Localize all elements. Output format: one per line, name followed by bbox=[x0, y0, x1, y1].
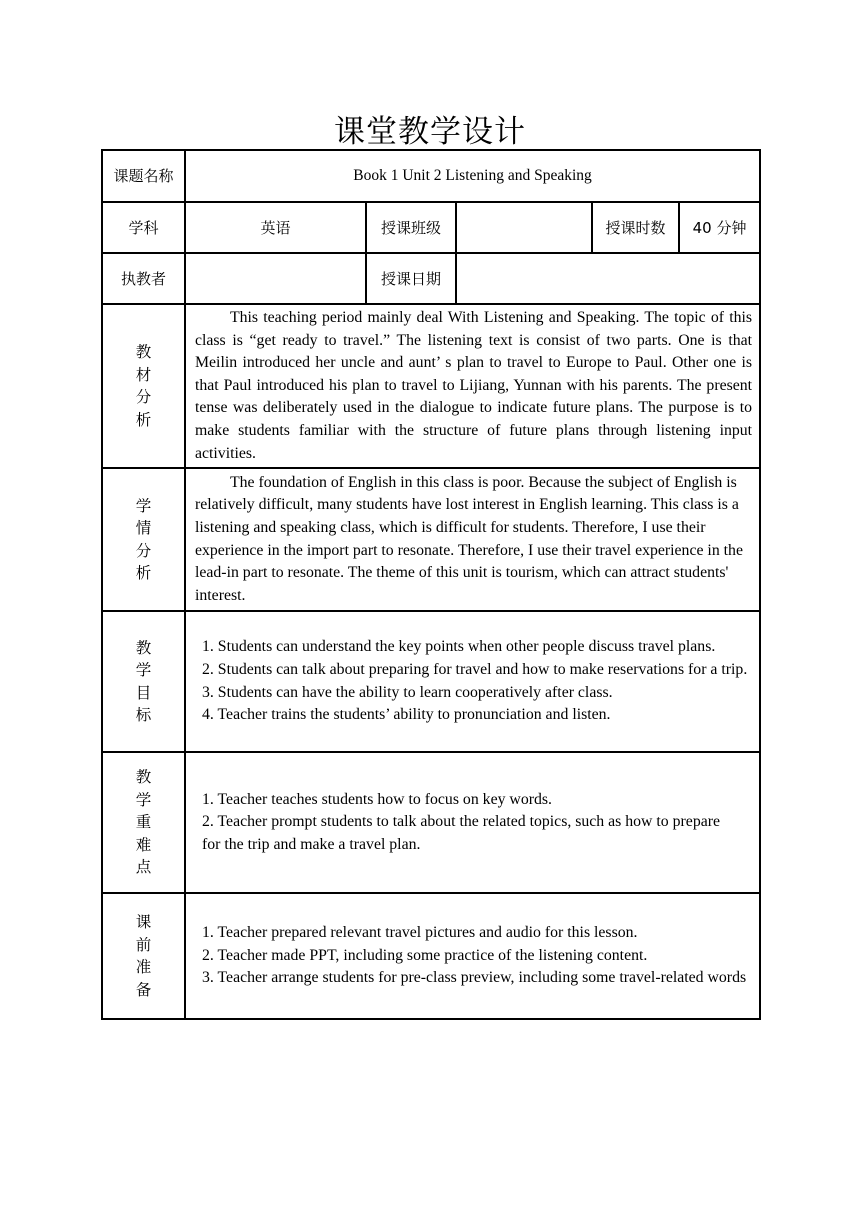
objectives-cell bbox=[185, 611, 760, 752]
lesson-plan-table bbox=[101, 149, 761, 1020]
subject-row bbox=[102, 202, 760, 253]
student-analysis-row bbox=[102, 468, 760, 611]
hours-value: 40 分钟 bbox=[679, 202, 760, 253]
subject-value: 英语 bbox=[185, 202, 366, 253]
teacher-value bbox=[185, 253, 366, 304]
key-points-label: 教 学 重 难 点 bbox=[102, 752, 185, 893]
objectives-list bbox=[186, 636, 759, 726]
list-item: 1. Teacher teaches students how to focus on key words. bbox=[202, 790, 552, 808]
student-analysis-cell bbox=[185, 468, 760, 611]
list-item: 3. Students can have the ability to learn cooperatively after class. bbox=[202, 683, 613, 701]
material-analysis-text: This teaching period mainly deal With Listening and Speaking. The topic of this class is “get ready to travel.” The listening text is consist of two parts. One is that Meilin introduced her uncle and aunt’ s plan to travel to Europe to Paul. Other one is that Paul introduced his plan to travel to Lijiang, Yunnan with his parents. The present tense was deliberately used in the dialogue to indicate future plans. The purpose is to make students familiar with the structure of future plans through listening input activities. bbox=[195, 309, 753, 462]
date-value bbox=[456, 253, 760, 304]
hours-label: 授课时数 bbox=[592, 202, 679, 253]
teacher-row bbox=[102, 253, 760, 304]
teacher-label: 执教者 bbox=[102, 253, 185, 304]
preparation-cell bbox=[185, 893, 760, 1019]
key-points-cell bbox=[185, 752, 760, 893]
objectives-row bbox=[102, 611, 760, 752]
list-item: 1. Teacher prepared relevant travel pictures and audio for this lesson. bbox=[202, 924, 638, 942]
topic-row bbox=[102, 150, 760, 202]
student-analysis-label: 学 情 分 析 bbox=[102, 468, 185, 611]
list-item: 2. Teacher made PPT, including some practice of the listening content. bbox=[202, 946, 648, 964]
list-item: 4. Teacher trains the students’ ability to pronunciation and listen. bbox=[202, 706, 611, 724]
list-item: 2. Students can talk about preparing for travel and how to make reservations for a trip. bbox=[202, 661, 748, 679]
page-title: 课堂教学设计 bbox=[334, 114, 526, 150]
material-analysis-cell bbox=[185, 304, 760, 468]
topic-label: 课题名称 bbox=[102, 150, 185, 202]
key-points-list bbox=[186, 789, 759, 857]
list-item: 2. Teacher prompt students to talk about the related topics, such as how to prepare for the trip and make a travel plan. bbox=[202, 813, 720, 853]
preparation-row bbox=[102, 893, 760, 1019]
material-analysis-label: 教 材 分 析 bbox=[102, 304, 185, 468]
material-analysis-row bbox=[102, 304, 760, 468]
class-label: 授课班级 bbox=[366, 202, 456, 253]
preparation-label: 课 前 准 备 bbox=[102, 893, 185, 1019]
date-label: 授课日期 bbox=[366, 253, 456, 304]
list-item: 3. Teacher arrange students for pre-class preview, including some travel-related words bbox=[202, 969, 747, 987]
list-item: 1. Students can understand the key points when other people discuss travel plans. bbox=[202, 638, 716, 656]
student-analysis-text: The foundation of English in this class is poor. Because the subject of English is relatively difficult, many students have lost interest in English learning. This class is a listening and speaking class, which is difficult for students. Therefore, I use their experience in the import part to resonate. Therefore, I use their travel experience in the lead-in part to resonate. The theme of this unit is tourism, which can attract students' interest. bbox=[195, 473, 743, 604]
class-value bbox=[456, 202, 592, 253]
objectives-label: 教 学 目 标 bbox=[102, 611, 185, 752]
preparation-list bbox=[186, 922, 759, 990]
topic-value: Book 1 Unit 2 Listening and Speaking bbox=[185, 150, 760, 202]
subject-label: 学科 bbox=[102, 202, 185, 253]
key-points-row bbox=[102, 752, 760, 893]
